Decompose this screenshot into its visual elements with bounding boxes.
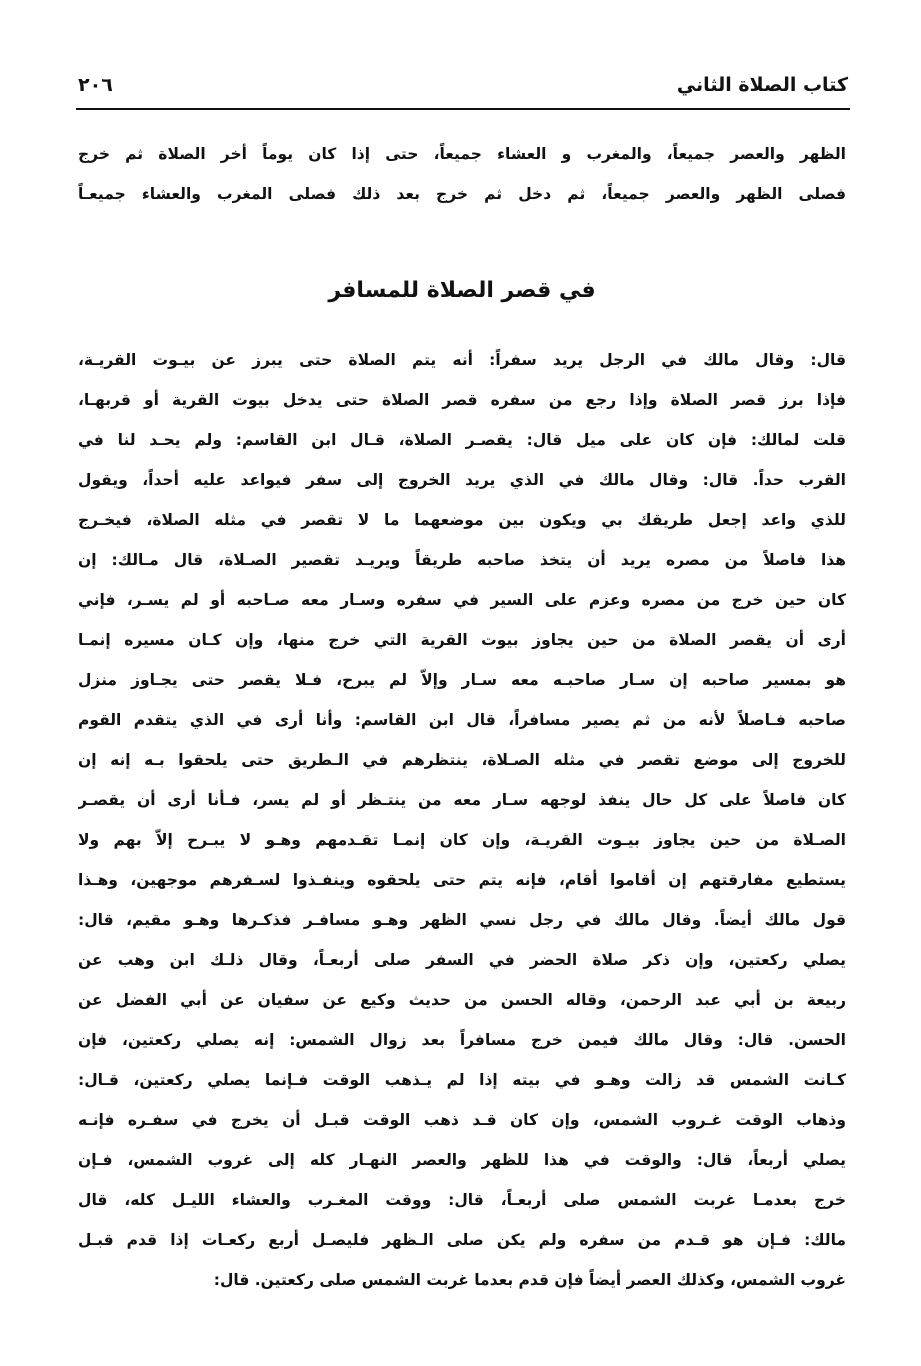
text-line: غروب الشمس، وكذلك العصر أيضاً فإن قدم بعدما غربت الشمس صلى ركعتين. قال:	[213, 1271, 846, 1289]
text-line: ربيعة بن أبي عبد الرحمن، وقاله الحسن من حديث وكيع عن سفيان عن أبي الفضل عن	[78, 991, 846, 1009]
text-line: قول مالك أيضاً. وقال مالك في رجل نسي الظهر وهـو مسافـر فذكـرها وهـو مقيم، قال:	[78, 911, 846, 929]
header-title: كتاب الصلاة الثاني	[676, 74, 848, 96]
text-line: قال: وقال مالك في الرجل يريد سفراً: أنه يتم الصلاة حتى يبرز عن بيـوت القريـة،	[78, 351, 846, 369]
text-line: فإذا برز قصر الصلاة وإذا رجع من سفره قصر الصلاة حتى يدخل بيوت القرية أو قربهـا،	[78, 391, 846, 409]
text-line: هو بمسير صاحبه إن سـار صاحبـه معه سـار وإلاّ لم يبرح، فـلا يقصر حتى يجـاوز منزل	[78, 671, 846, 689]
text-line: الحسن. قال: وقال مالك فيمن خرج مسافراً بعد زوال الشمس: إنه يصلي ركعتين، فإن	[78, 1031, 846, 1049]
text-line: هذا فاصلاً من مصره يريد أن يتخذ صاحبه طريقاً ويريـد تقصير الصـلاة، قال مـالك: إن	[78, 551, 846, 569]
section-heading: في قصر الصلاة للمسافر	[328, 278, 596, 303]
text-line: فصلى الظهر والعصر جميعاً، ثم دخل ثم خرج بعد ذلك فصلى المغرب والعشاء جميعـاً	[78, 185, 846, 203]
text-line: مالك: فـإن هو قـدم من سفره ولم يكن صلى الـظهر فليصـل أربع ركعـات إذا قدم قبـل	[78, 1231, 846, 1249]
section-paragraph	[78, 340, 846, 1300]
page-number: ٢٠٦	[78, 74, 113, 96]
intro-paragraph	[78, 134, 846, 214]
text-line: للذي واعد إجعل طريقك بي ويكون بين موضعهما ما لا تقصر في مثله الصلاة، فيخـرج	[78, 511, 846, 529]
text-line: الظهر والعصر جميعاً، والمغرب و العشاء جميعاً، حتى إذا كان يوماً أخر الصلاة ثم خرج	[78, 145, 846, 163]
text-line: يستطيع مفارقتهم إن أقاموا أقام، فإنه يتم حتى يلحقوه وينفـذوا لسـفرهم موجهين، وهـذا	[78, 871, 846, 889]
text-line: قلت لمالك: فإن كان على ميل قال: يقصـر الصلاة، قـال ابن القاسم: ولم يحـد لنا في	[78, 431, 846, 449]
text-line: خرج بعدمـا غربت الشمس صلى أربعـاً، قال: ووقت المغـرب والعشاء الليـل كله، قال	[78, 1191, 846, 1209]
text-line: صاحبه فـاصلاً لأنه من ثم يصير مسافراً، قال ابن القاسم: وأنا أرى في الذي يتقدم القوم	[78, 711, 846, 729]
text-line: للخروج إلى موضع تقصر في مثله الصـلاة، ينتظرهم في الـطريق حتى يلحقوا بـه إنه إن	[78, 751, 846, 769]
header-divider	[76, 108, 850, 110]
text-line: كان فاصلاً على كل حال ينفذ لوجهه سـار معه من ينتـظر أو لم يسر، فـأنا أرى أن يقصـر	[78, 791, 846, 809]
text-line: الصـلاة من حين يجاوز بيـوت القريـة، وإن كان إنمـا تقـدمهم وهـو لا يبـرح إلاّ بهم ولا	[78, 831, 846, 849]
text-line: يصلي أربعاً، قال: والوقت في هذا للظهر والعصر النهـار كله إلى غروب الشمس، فـإن	[78, 1151, 846, 1169]
running-header	[78, 72, 848, 102]
text-line: كان حين خرج من مصره وعزم على السير في سفره وسـار معه صـاحبه أو لم يسـر، فإني	[78, 591, 846, 609]
text-line: أرى أن يقصر الصلاة من حين يجاوز بيوت القرية التي خرج منها، وإن كـان مسيره إنمـا	[78, 631, 846, 649]
text-line: كـانت الشمس قد زالت وهـو في بيته إذا لم يـذهب الوقت فـإنما يصلي ركعتين، قـال:	[78, 1071, 846, 1089]
text-line: يصلي ركعتين، وإن ذكر صلاة الحضر في السفر صلى أربعـاً، وقال ذلـك ابن وهب عن	[78, 951, 846, 969]
text-line: وذهاب الوقت غـروب الشمس، وإن كان قـد ذهب الوقت قبـل أن يخرج في سفـره فإنـه	[78, 1111, 846, 1129]
text-line: القرب حداً. قال: وقال مالك في الذي يريد الخروج إلى سفر فيواعد عليه أحداً، ويقول	[78, 471, 846, 489]
